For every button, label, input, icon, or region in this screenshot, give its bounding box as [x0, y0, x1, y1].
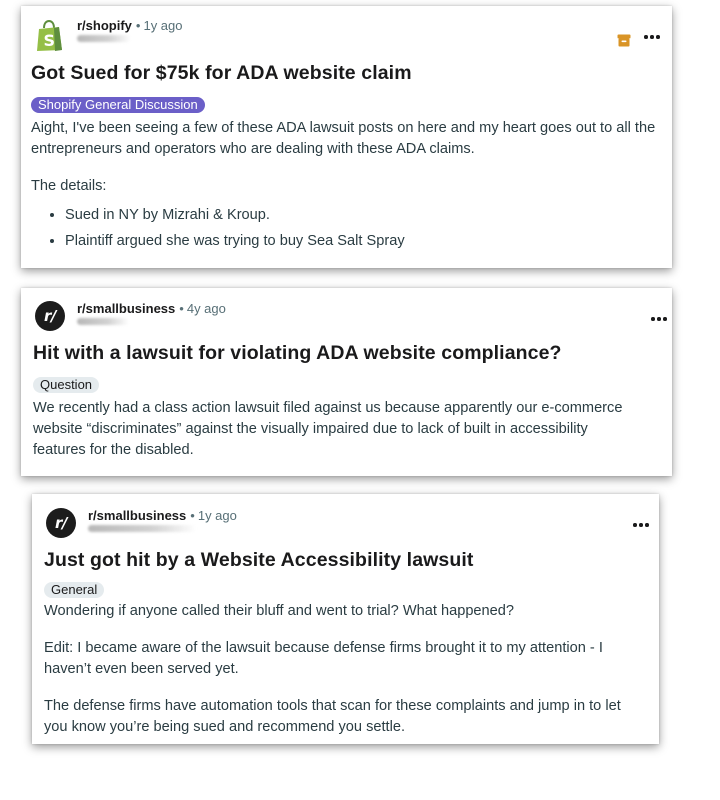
- post-age: 1y ago: [143, 18, 183, 33]
- subreddit-link[interactable]: r/shopify: [77, 18, 132, 33]
- meta-separator: •: [179, 301, 184, 316]
- post-age: 1y ago: [197, 508, 237, 523]
- more-options-icon[interactable]: [633, 522, 649, 528]
- username-redacted: [88, 525, 196, 532]
- subreddit-avatar-icon[interactable]: r/: [35, 301, 65, 331]
- post-card[interactable]: [21, 288, 672, 476]
- more-options-icon[interactable]: [651, 316, 667, 322]
- meta-separator: •: [190, 508, 195, 523]
- shopify-bag-icon: [35, 20, 65, 52]
- post-flair[interactable]: General: [44, 582, 104, 598]
- post-body: [33, 398, 637, 461]
- body-bullet-list: [31, 205, 665, 252]
- post-meta: [77, 301, 226, 317]
- post-flair[interactable]: Question: [33, 377, 99, 393]
- list-item: • Plaintiff argued she was trying to buy Sea Salt Spray: [65, 231, 665, 252]
- post-card[interactable]: [32, 494, 659, 744]
- list-item: • Sued in NY by Mizrahi & Kroup.: [65, 205, 665, 226]
- body-paragraph: The defense firms have automation tools that scan for these complaints and jump in to let you know you’re being sued and recommend you settle.: [44, 698, 621, 735]
- post-title[interactable]: Got Sued for $75k for ADA website claim: [31, 62, 412, 84]
- subreddit-link[interactable]: r/smallbusiness: [77, 301, 176, 316]
- body-paragraph: The details:: [31, 178, 107, 194]
- post-card[interactable]: [21, 6, 672, 268]
- body-paragraph: We recently had a class action lawsuit filed against us because apparently our e-commerce website “discriminates” against the visually impaired due to lack of built in accessibility features for the disabled.: [33, 400, 623, 458]
- post-title[interactable]: Just got hit by a Website Accessibility lawsuit: [44, 549, 474, 571]
- post-body: [44, 601, 648, 738]
- svg-text:S: S: [43, 31, 56, 50]
- post-age: 4y ago: [186, 301, 226, 316]
- post-body: [31, 118, 665, 257]
- subreddit-link[interactable]: r/smallbusiness: [88, 508, 187, 523]
- body-paragraph: Aight, I've been seeing a few of these ADA lawsuit posts on here and my heart goes out to all the entrepreneurs and operators who are dealing with these ADA claims.: [31, 120, 656, 157]
- meta-separator: •: [135, 18, 141, 33]
- post-flair[interactable]: Shopify General Discussion: [31, 97, 205, 113]
- username-redacted: [77, 318, 129, 325]
- post-meta: [88, 508, 237, 524]
- body-paragraph: Edit: I became aware of the lawsuit because defense firms brought it to my attention - I haven’t even been served yet.: [44, 640, 603, 677]
- body-paragraph: Wondering if anyone called their bluff and went to trial? What happened?: [44, 603, 515, 619]
- username-redacted: [77, 35, 131, 42]
- subreddit-avatar-icon[interactable]: r/: [46, 508, 76, 538]
- post-meta: [77, 18, 183, 34]
- more-options-icon[interactable]: [644, 34, 660, 40]
- archive-icon: [617, 34, 631, 47]
- post-title[interactable]: Hit with a lawsuit for violating ADA website compliance?: [33, 342, 562, 364]
